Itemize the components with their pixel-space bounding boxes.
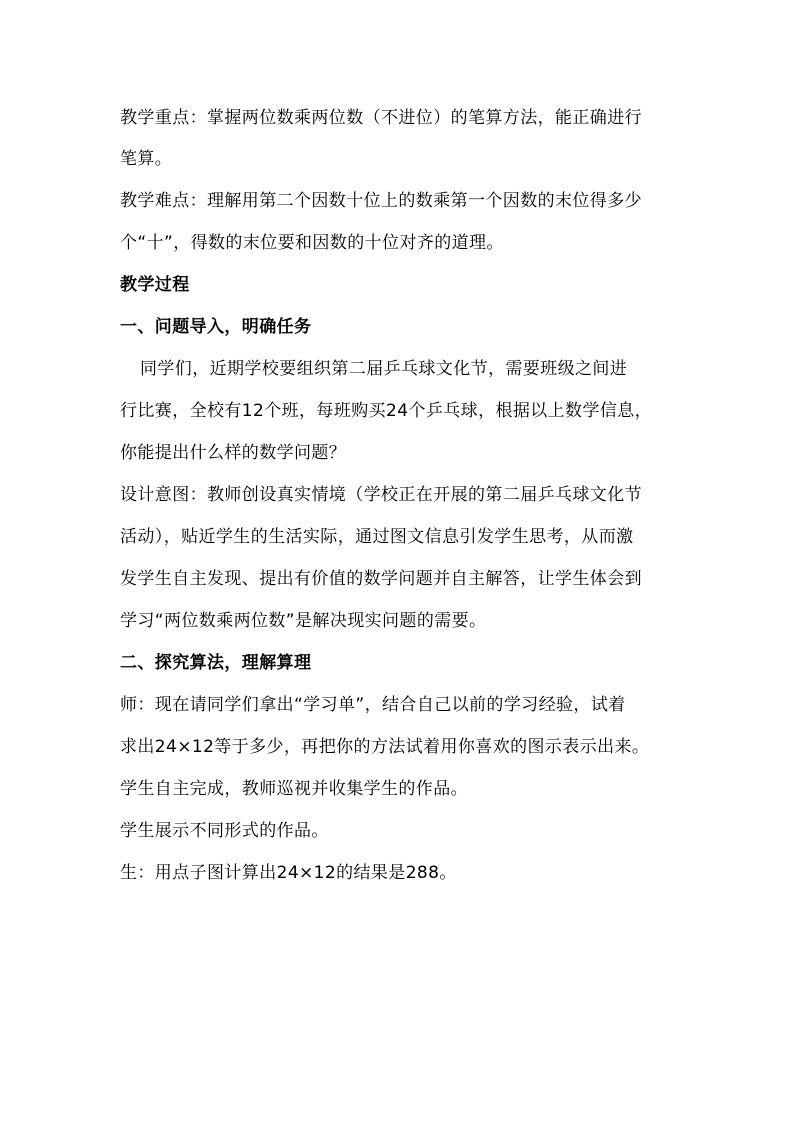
teaching-difficulty-line-1: 教学难点：理解用第二个因数十位上的数乘第一个因数的末位得多少: [120, 191, 642, 211]
design-intent-line-1: 设计意图：教师创设真实情境（学校正在开展的第二届乒乓球文化节: [120, 485, 642, 505]
teaching-focus-line-2: 笔算。: [120, 149, 173, 169]
section-heading-part-2: 二、探究算法，理解算理: [120, 653, 312, 673]
teaching-focus-line-1: 教学重点：掌握两位数乘两位数（不进位）的笔算方法，能正确进行: [120, 108, 642, 128]
student-answer-line: 生：用点子图计算出24×12的结果是288。: [120, 863, 457, 883]
paragraph-1-line-3: 你能提出什么样的数学问题？: [120, 443, 347, 463]
teacher-instruction-line-1: 师：现在请同学们拿出“学习单”，结合自己以前的学习经验，试着: [120, 695, 626, 715]
paragraph-1-line-1: 同学们，近期学校要组织第二届乒乓球文化节，需要班级之间进: [140, 359, 628, 379]
teacher-instruction-line-2: 求出24×12等于多少，再把你的方法试着用你喜欢的图示表示出来。: [120, 737, 650, 757]
design-intent-line-3: 发学生自主发现、提出有价值的数学问题并自主解答，让学生体会到: [120, 569, 642, 589]
section-heading-part-1: 一、问题导入，明确任务: [120, 317, 312, 337]
design-intent-line-2: 活动），贴近学生的生活实际，通过图文信息引发学生思考，从而激: [120, 527, 634, 547]
paragraph-1-line-2: 行比赛，全校有12个班，每班购买24个乒乓球，根据以上数学信息，: [120, 401, 653, 421]
teaching-difficulty-line-2: 个“十”，得数的末位要和因数的十位对齐的道理。: [120, 233, 504, 253]
student-activity-line: 学生自主完成，教师巡视并收集学生的作品。: [120, 779, 468, 799]
student-display-line: 学生展示不同形式的作品。: [120, 821, 329, 841]
section-heading-teaching-process: 教学过程: [120, 275, 190, 295]
design-intent-line-4: 学习“两位数乘两位数”是解决现实问题的需要。: [120, 611, 487, 631]
